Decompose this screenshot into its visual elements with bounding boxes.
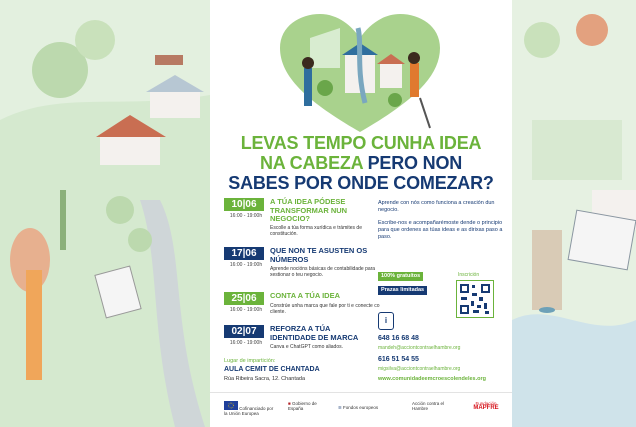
background-illustration-left [0, 0, 210, 427]
session-time: 16:00 - 19:00h [229, 307, 263, 313]
headline-line-3: SABES POR ONDE COMEZAR? [228, 173, 494, 193]
venue-name: AULA CEMIT DE CHANTADA [224, 366, 320, 373]
free-badge: 100% gratuítos [378, 272, 423, 281]
mapfre-logo [464, 401, 508, 411]
session-description: Aprende nocións básicas de contabilidade para xestionar o teu negocio. [270, 266, 376, 278]
session-time: 16:00 - 19:00h [229, 262, 263, 268]
hero-heart-illustration [270, 8, 450, 136]
funds-icon: ≋ [338, 405, 342, 410]
venue-address: Rúa Ribeira Sacra, 12. Chantada [224, 376, 306, 382]
session-title: REFORZA A TÚA IDENTIDADE DE MARCA [270, 324, 359, 342]
fundacion-text: Fundación [475, 401, 497, 406]
footer-logos [210, 392, 512, 427]
session-title: QUE NON TE ASUSTEN OS NÚMEROS [270, 246, 368, 264]
session-time: 16:00 - 19:00h [229, 340, 263, 346]
headline [218, 133, 504, 193]
landscape-illustration [512, 0, 636, 427]
session-time: 16:00 - 19:00h [229, 213, 263, 219]
eu-logo-text: Cofinanciado por la Unión Europea [224, 406, 274, 416]
session-description: Constrúe unha marca que fale por ti e conecte co cliente. [270, 303, 380, 315]
intro-paragraph-1: Aprende con nós como funciona a creación dun negocio. [378, 200, 495, 213]
poster [210, 0, 512, 427]
mapfre-text: MAPFRE [473, 405, 499, 411]
venue-label: Lugar de impartición: [224, 358, 276, 364]
session-date: 25|06 [224, 292, 264, 305]
qr-label: Inscrición [458, 272, 480, 278]
phone-1[interactable]: 648 16 68 48 [378, 335, 419, 342]
qr-code-icon[interactable] [456, 280, 494, 318]
government-logo-text: Gobierno de España [288, 401, 317, 411]
accion-hambre-logo [412, 401, 456, 411]
session-description: Escolle a túa forma xurídica e trámites de constitución. [270, 225, 362, 237]
intro-paragraph-2: Escribe-nos e acompañarémoste dende o principio para que ordenes as túas ideas e as dirixas paso a paso. [378, 220, 503, 240]
eu-flag-icon [224, 401, 238, 410]
eu-logo [224, 401, 274, 416]
session-date: 10|06 [224, 198, 264, 211]
session-date: 02|07 [224, 325, 264, 338]
government-logo [288, 401, 328, 411]
session-title: CONTA A TÚA IDEA [270, 291, 340, 300]
website-link[interactable]: www.comunidadeemcroescolendeles.org [378, 376, 486, 382]
contact-phone-icon: i [378, 312, 394, 330]
accion-hambre-text: Acción contra el Hambre [412, 401, 445, 411]
landscape-illustration [0, 0, 210, 427]
headline-line-2-blue: PERO NON [362, 153, 463, 173]
headline-line-2 [218, 153, 504, 173]
headline-line-1: LEVAS TEMPO CUNHA IDEA [240, 133, 482, 153]
headline-line-2-green: NA CABEZA [259, 153, 363, 173]
session-date: 17|06 [224, 247, 264, 260]
spain-crest-icon: ■ [288, 401, 291, 406]
limited-places-badge: Prazas limitadas [378, 286, 427, 295]
email-1[interactable]: mandeh@acciontcontraelhambre.org [378, 345, 461, 351]
phone-2[interactable]: 616 51 54 55 [378, 356, 419, 363]
session-title: A TÚA IDEA PÓDESE TRANSFORMAR NUN NEGOCIO? [270, 197, 348, 223]
european-funds-logo [338, 405, 398, 410]
session-description: Canva e ChatGPT como aliados. [270, 344, 344, 350]
background-illustration-right [512, 0, 636, 427]
european-funds-text: Fondos europeos [343, 405, 379, 410]
email-2[interactable]: migsilva@acciontcontraelhambre.org [378, 366, 461, 372]
